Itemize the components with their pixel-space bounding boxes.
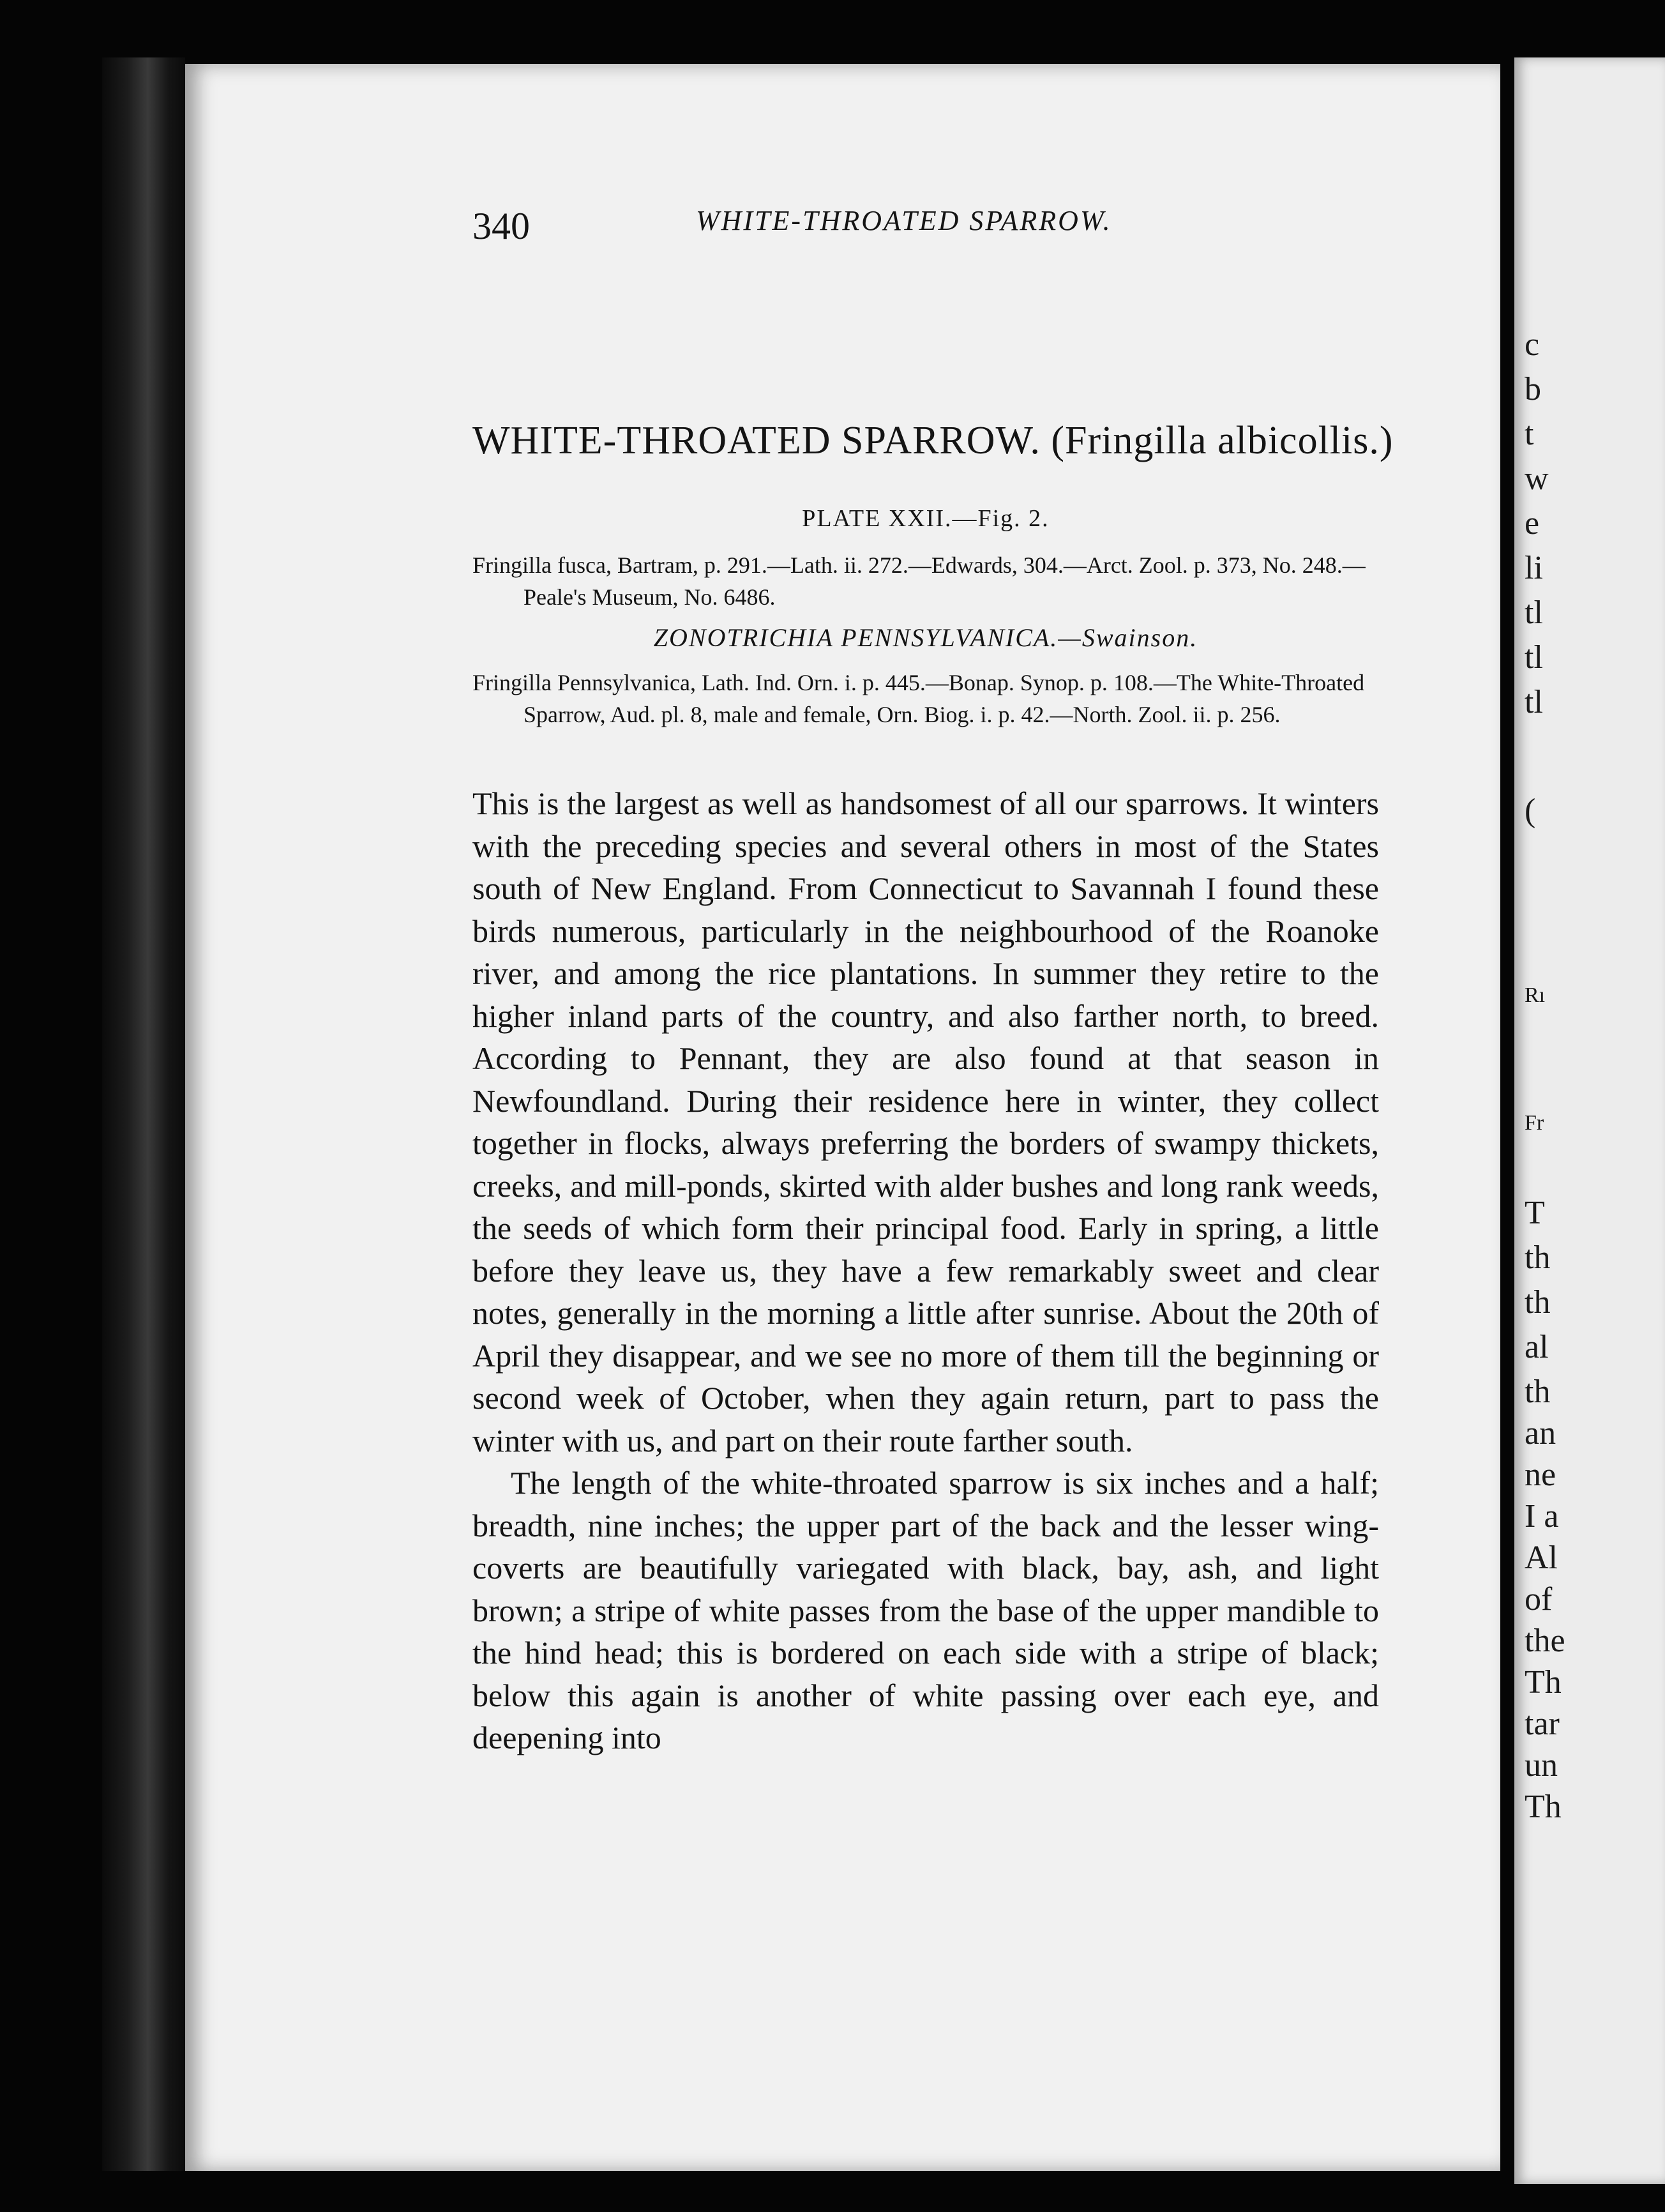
body-paragraph: This is the largest as well as handsomest of all our sparrows. It winters with the preceding species and several others in most of the States south of New England. From Connecticut to Savannah I found these birds numerous, particularly in the neighbourhood of the Roanoke river, and among the rice plantations. In summer they retire to the higher inland parts of the country, and also farther north, to breed. According to Pennant, they are also found at that season in Newfoundland. During their residence here in winter, they collect together in flocks, always preferring the borders of swampy thickets, creeks, and mill-ponds, skirted with alder bushes and long rank weeds, the seeds of which form their principal food. Early in spring, a little before they leave us, they have a few remarkably sweet and clear notes, generally in the morning a little after sunrise. About the 20th of April they disappear, and we see no more of them till the beginning or second week of October, when they again return, part to pass the winter with us, and part on their route farther south. <box>472 785 1379 1458</box>
facing-page-fragment: an <box>1525 1415 1556 1451</box>
facing-page-fragment: Al <box>1525 1540 1558 1576</box>
facing-page-fragment: ne <box>1525 1457 1556 1493</box>
synonymy-heading: ZONOTRICHIA PENNSYLVANICA.—Swainson. <box>653 623 1198 652</box>
facing-page-fragment: T <box>1525 1195 1545 1231</box>
facing-page-fragment: th <box>1525 1374 1551 1410</box>
facing-page-edge <box>1514 57 1665 2184</box>
facing-page-fragment: li <box>1525 550 1543 586</box>
facing-page-fragment: the <box>1525 1623 1565 1659</box>
article-body <box>472 782 1379 1759</box>
book-spine-gutter <box>102 57 185 2171</box>
facing-page-fragment: t <box>1525 416 1534 452</box>
facing-page-fragment: th <box>1525 1284 1551 1321</box>
synonymy-entry: Fringilla Pennsylvanica, Lath. Ind. Orn. i. p. 445.—Bonap. Synop. p. 108.—The White-Throated Sparrow, Aud. pl. 8, male and female, Orn. Biog. i. p. 42.—North. Zool. ii. p. 256. <box>472 670 1365 727</box>
facing-page-fragment: of <box>1525 1581 1553 1617</box>
synonymy-entry: Fringilla fusca, Bartram, p. 291.—Lath. ii. 272.—Edwards, 304.—Arct. Zool. p. 373, No. 248.—Peale's Museum, No. 6486. <box>472 552 1366 610</box>
facing-page-fragment: c <box>1525 326 1540 363</box>
facing-page-fragment: e <box>1525 505 1540 542</box>
facing-page-fragment: Th <box>1525 1789 1562 1825</box>
article-title: WHITE-THROATED SPARROW. (Fringilla albicollis.) <box>472 419 1394 462</box>
facing-page-fragment: Th <box>1525 1664 1562 1701</box>
facing-page-fragment: w <box>1525 460 1549 497</box>
synonymy-block <box>472 549 1379 731</box>
page-number: 340 <box>472 205 530 247</box>
facing-page-fragment: th <box>1525 1239 1551 1276</box>
facing-page-fragment: al <box>1525 1329 1549 1365</box>
facing-page-fragment: tl <box>1525 684 1543 720</box>
facing-page-fragment: I a <box>1525 1498 1559 1534</box>
plate-reference: PLATE XXII.—Fig. 2. <box>802 505 1050 532</box>
running-head <box>472 204 1239 255</box>
facing-page-fragment: un <box>1525 1747 1558 1784</box>
facing-page-fragment: tl <box>1525 639 1543 676</box>
facing-page-fragment: Rı <box>1525 983 1546 1007</box>
running-title: WHITE-THROATED SPARROW. <box>696 205 1112 236</box>
facing-page-fragment: tar <box>1525 1706 1560 1742</box>
facing-page-fragment: b <box>1525 371 1541 407</box>
facing-page-fragment: Fr <box>1525 1111 1544 1135</box>
facing-page-fragment: tl <box>1525 595 1543 631</box>
body-paragraph: The length of the white-throated sparrow is six inches and a half; breadth, nine inches; the upper part of the back and the lesser wing-coverts are beautifully variegated with black, bay, ash, and light brown; a stripe of white passes from the base of the upper mandible to the hind head; this is bordered on each side with a stripe of black; below this again is another of white passing over each eye, and deepening into <box>472 1465 1379 1755</box>
facing-page-fragment: ( <box>1525 792 1536 829</box>
